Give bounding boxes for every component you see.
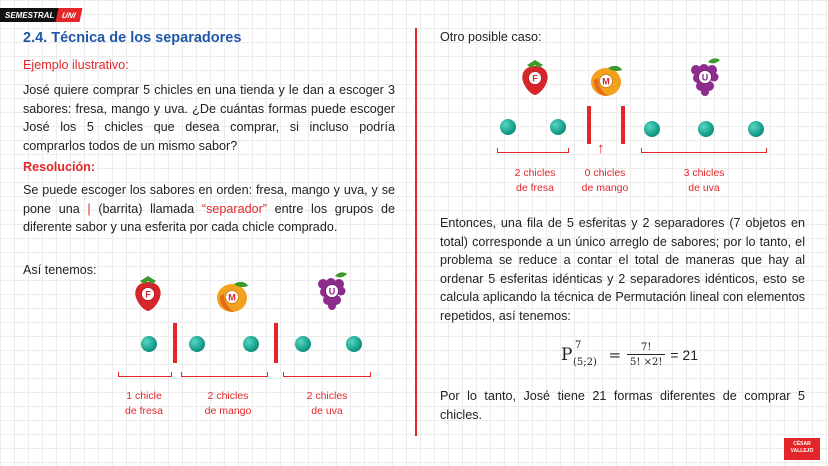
resolution-text bbox=[23, 181, 395, 237]
asi-tenemos-left: Así tenemos: bbox=[23, 263, 97, 277]
label-line: de mango bbox=[581, 182, 629, 194]
badge-semestral: SEMESTRAL bbox=[0, 8, 59, 22]
separator-bar-glyph: | bbox=[87, 201, 91, 216]
formula-p bbox=[561, 340, 597, 368]
brace bbox=[641, 148, 767, 153]
logo-line: CÉSAR bbox=[793, 441, 811, 447]
badge-uni: UNI bbox=[56, 8, 83, 22]
cesar-vallejo-logo bbox=[784, 438, 820, 460]
brace bbox=[497, 148, 569, 153]
formula-p-letter: P bbox=[561, 345, 573, 365]
resolution-part-2: (barrita) llamada bbox=[90, 201, 202, 216]
resolution-part-3: entre los grupos de diferente sabor y una esferita por cada chicle comprado. bbox=[23, 201, 395, 234]
formula-den: 5! ×2! bbox=[627, 354, 665, 368]
label-line: de uva bbox=[311, 405, 343, 417]
logo-line: VALLEJO bbox=[790, 448, 814, 454]
formula-sup: 7 bbox=[575, 340, 582, 351]
label-mango bbox=[565, 166, 645, 196]
mango-icon bbox=[212, 276, 252, 316]
label-line: 2 chicles bbox=[306, 390, 348, 402]
brace bbox=[283, 372, 371, 377]
label-line: 0 chicles bbox=[584, 167, 626, 179]
separator-term: “separador” bbox=[201, 201, 267, 216]
ball bbox=[698, 121, 714, 137]
ball bbox=[748, 121, 764, 137]
separator-bar bbox=[274, 323, 278, 363]
formula-eq: = bbox=[608, 346, 622, 364]
fruit-letter-f: F bbox=[145, 289, 151, 300]
ball bbox=[500, 119, 516, 135]
ball bbox=[189, 336, 205, 352]
column-divider bbox=[415, 28, 417, 436]
brace bbox=[181, 372, 268, 377]
strawberry-icon bbox=[515, 56, 555, 96]
label-line: 2 chicles bbox=[207, 390, 249, 402]
label-line: de fresa bbox=[125, 405, 163, 417]
formula-sub: (5;2) bbox=[573, 357, 597, 368]
label-line: de fresa bbox=[516, 182, 554, 194]
ball bbox=[295, 336, 311, 352]
formula-num: 7! bbox=[641, 342, 652, 353]
strawberry-icon bbox=[128, 272, 168, 312]
label-uva bbox=[664, 166, 744, 196]
label-uva bbox=[287, 389, 367, 419]
arrow-up-icon: ↑ bbox=[597, 140, 605, 157]
ball bbox=[141, 336, 157, 352]
brace bbox=[118, 372, 172, 377]
fruit-letter-u: U bbox=[701, 72, 709, 83]
ball bbox=[243, 336, 259, 352]
ball bbox=[644, 121, 660, 137]
semester-badge bbox=[0, 8, 81, 22]
fruit-letter-u: U bbox=[328, 286, 336, 297]
explanation-text: Entonces, una fila de 5 esferitas y 2 separadores (7 objetos en total) corresponde a un único arreglo de sabores; por lo tanto, el problema se reduce a contar el total de maneras que hay al ordenar 5 esferitas idénticas y 2 separadores idénticos, esto se calcula aplicando la técnica de Permutación lineal con elementos repetidos, así tenemos: bbox=[440, 216, 805, 323]
ball bbox=[346, 336, 362, 352]
section-title: 2.4. Técnica de los separadores bbox=[23, 30, 242, 46]
separator-bar bbox=[621, 106, 625, 144]
other-case-heading: Otro posible caso: bbox=[440, 30, 542, 44]
ball bbox=[550, 119, 566, 135]
resolution-heading: Resolución: bbox=[23, 160, 96, 174]
fruit-letter-m: M bbox=[602, 76, 610, 87]
conclusion-text: Por lo tanto, José tiene 21 formas diferentes de comprar 5 chicles. bbox=[440, 389, 805, 422]
fruit-letter-m: M bbox=[228, 292, 236, 303]
label-line: 3 chicles bbox=[683, 167, 725, 179]
mango-icon bbox=[586, 60, 626, 100]
label-line: 1 chicle bbox=[126, 390, 162, 402]
label-line: 2 chicles bbox=[514, 167, 556, 179]
formula-result: = 21 bbox=[670, 347, 698, 363]
grapes-icon bbox=[684, 56, 724, 96]
resolution-part-1: Se puede escoger los sabores en orden: fresa, mango y uva, y se pone una bbox=[23, 183, 395, 216]
separator-bar bbox=[587, 106, 591, 144]
grapes-icon bbox=[311, 270, 351, 310]
example-heading: Ejemplo ilustrativo: bbox=[23, 58, 129, 72]
label-fresa bbox=[495, 166, 575, 196]
formula-fraction bbox=[627, 342, 665, 368]
label-line: de uva bbox=[688, 182, 720, 194]
permutation-formula bbox=[561, 342, 698, 368]
fruit-letter-f: F bbox=[532, 73, 538, 84]
separator-bar bbox=[173, 323, 177, 363]
label-line: de mango bbox=[204, 405, 252, 417]
problem-text: José quiere comprar 5 chicles en una tienda y le dan a escoger 3 sabores: fresa, mango y uva. ¿De cuántas formas puede escoger José los 5 chicles que desea comprar, si incluso podría comprarlos todos de un mismo sabor? bbox=[23, 83, 395, 153]
label-fresa bbox=[104, 389, 184, 419]
label-mango bbox=[188, 389, 268, 419]
